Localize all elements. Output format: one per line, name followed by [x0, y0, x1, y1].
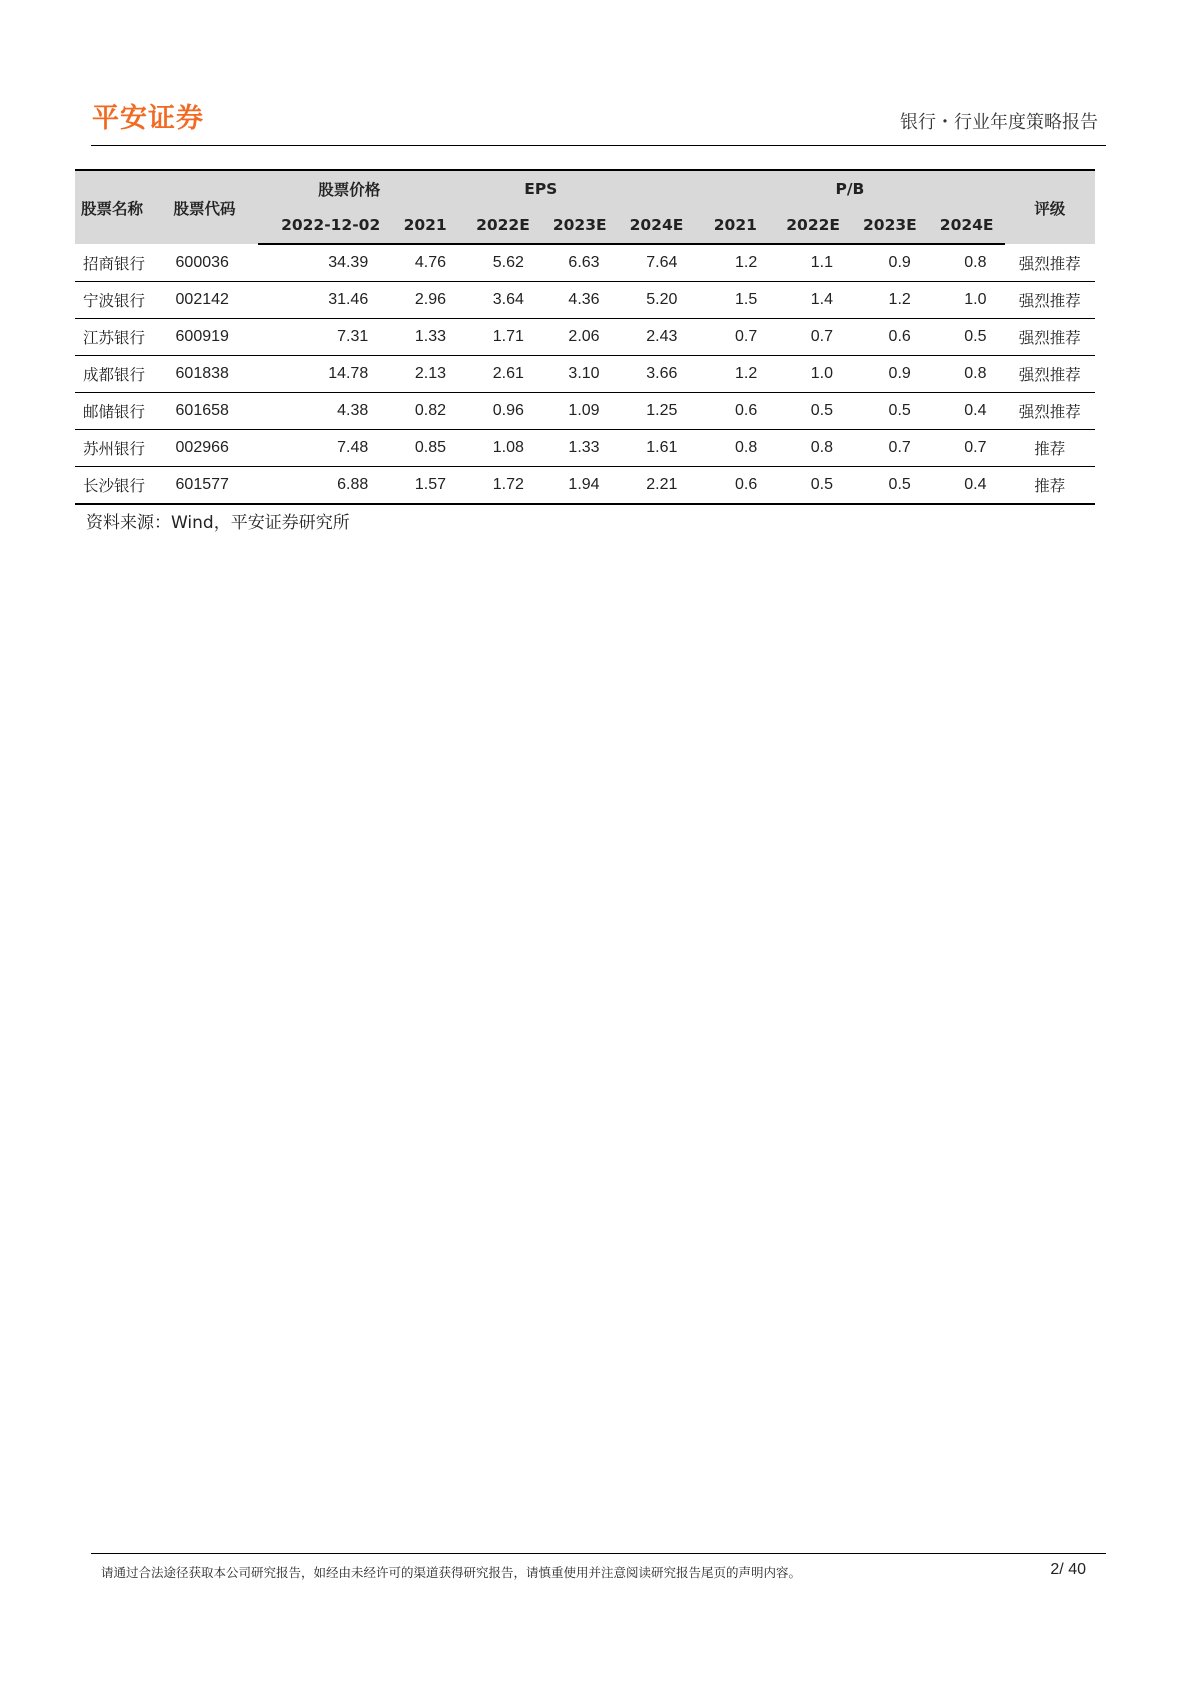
- cell-eps: 1.61: [618, 430, 696, 467]
- cell-eps: 1.33: [542, 430, 618, 467]
- cell-stock-name: 成都银行: [75, 356, 168, 393]
- header-pb: P/B: [695, 170, 1004, 207]
- cell-pb: 0.5: [851, 393, 929, 430]
- cell-eps: 1.71: [464, 319, 542, 356]
- cell-stock-price: 6.88: [258, 467, 386, 505]
- cell-stock-code: 601577: [168, 467, 258, 505]
- cell-pb: 0.8: [695, 430, 775, 467]
- cell-stock-price: 34.39: [258, 244, 386, 282]
- cell-rating: 强烈推荐: [1005, 282, 1096, 319]
- cell-stock-code: 601658: [168, 393, 258, 430]
- company-logo: 平安证券: [92, 103, 204, 134]
- cell-eps: 1.72: [464, 467, 542, 505]
- cell-stock-price: 14.78: [258, 356, 386, 393]
- cell-stock-name: 宁波银行: [75, 282, 168, 319]
- cell-pb: 1.4: [775, 282, 851, 319]
- cell-pb: 1.0: [775, 356, 851, 393]
- cell-pb: 0.7: [775, 319, 851, 356]
- cell-pb: 0.4: [929, 467, 1005, 505]
- cell-stock-code: 600036: [168, 244, 258, 282]
- cell-pb: 1.5: [695, 282, 775, 319]
- header-pb-year: 2023E: [851, 207, 929, 244]
- header-eps-year: 2024E: [618, 207, 696, 244]
- cell-eps: 0.85: [386, 430, 464, 467]
- cell-eps: 5.62: [464, 244, 542, 282]
- cell-eps: 0.82: [386, 393, 464, 430]
- cell-eps: 1.25: [618, 393, 696, 430]
- cell-pb: 0.6: [851, 319, 929, 356]
- table-row: [75, 467, 1095, 505]
- cell-eps: 0.96: [464, 393, 542, 430]
- cell-pb: 0.9: [851, 244, 929, 282]
- report-title: 银行・行业年度策略报告: [900, 112, 1098, 133]
- cell-eps: 3.10: [542, 356, 618, 393]
- cell-stock-name: 苏州银行: [75, 430, 168, 467]
- cell-stock-price: 7.31: [258, 319, 386, 356]
- cell-pb: 0.7: [851, 430, 929, 467]
- cell-stock-name: 长沙银行: [75, 467, 168, 505]
- cell-eps: 1.09: [542, 393, 618, 430]
- header-pb-year: 2021: [695, 207, 775, 244]
- cell-pb: 0.7: [929, 430, 1005, 467]
- cell-eps: 2.43: [618, 319, 696, 356]
- cell-eps: 1.08: [464, 430, 542, 467]
- cell-pb: 0.4: [929, 393, 1005, 430]
- cell-eps: 2.06: [542, 319, 618, 356]
- page-number: 2/ 40: [1050, 1561, 1086, 1578]
- cell-pb: 1.2: [851, 282, 929, 319]
- cell-stock-price: 31.46: [258, 282, 386, 319]
- cell-eps: 2.21: [618, 467, 696, 505]
- cell-pb: 1.0: [929, 282, 1005, 319]
- cell-stock-name: 江苏银行: [75, 319, 168, 356]
- cell-rating: 推荐: [1005, 430, 1096, 467]
- cell-pb: 0.5: [775, 393, 851, 430]
- cell-rating: 强烈推荐: [1005, 393, 1096, 430]
- table-row: [75, 244, 1095, 282]
- cell-eps: 2.61: [464, 356, 542, 393]
- cell-stock-name: 招商银行: [75, 244, 168, 282]
- cell-eps: 1.57: [386, 467, 464, 505]
- header-eps: EPS: [386, 170, 695, 207]
- cell-pb: 0.5: [851, 467, 929, 505]
- cell-pb: 1.2: [695, 244, 775, 282]
- cell-pb: 0.5: [775, 467, 851, 505]
- cell-eps: 6.63: [542, 244, 618, 282]
- cell-eps: 4.76: [386, 244, 464, 282]
- header-pb-year: 2022E: [775, 207, 851, 244]
- cell-eps: 2.96: [386, 282, 464, 319]
- stock-valuation-table: [75, 169, 1095, 505]
- header-stock-price: 股票价格: [258, 170, 386, 207]
- cell-eps: 3.64: [464, 282, 542, 319]
- header-price-date: 2022-12-02: [258, 207, 386, 244]
- cell-stock-price: 7.48: [258, 430, 386, 467]
- cell-eps: 5.20: [618, 282, 696, 319]
- footer-divider: [91, 1553, 1106, 1554]
- cell-eps: 7.64: [618, 244, 696, 282]
- cell-pb: 0.8: [775, 430, 851, 467]
- cell-stock-code: 601838: [168, 356, 258, 393]
- cell-pb: 1.1: [775, 244, 851, 282]
- footer-disclaimer: 请通过合法途径获取本公司研究报告，如经由未经许可的渠道获得研究报告，请慎重使用并注意阅读研究报告尾页的声明内容。: [101, 1565, 802, 1580]
- cell-rating: 强烈推荐: [1005, 356, 1096, 393]
- cell-pb: 0.7: [695, 319, 775, 356]
- data-source-note: 资料来源：Wind，平安证券研究所: [86, 513, 350, 533]
- header-stock-code: 股票代码: [168, 170, 258, 244]
- cell-stock-price: 4.38: [258, 393, 386, 430]
- cell-stock-code: 002966: [168, 430, 258, 467]
- cell-rating: 强烈推荐: [1005, 244, 1096, 282]
- cell-eps: 3.66: [618, 356, 696, 393]
- table-row: [75, 319, 1095, 356]
- cell-rating: 推荐: [1005, 467, 1096, 505]
- cell-eps: 4.36: [542, 282, 618, 319]
- cell-eps: 1.94: [542, 467, 618, 505]
- cell-pb: 0.8: [929, 244, 1005, 282]
- table-row: [75, 356, 1095, 393]
- header-eps-year: 2021: [386, 207, 464, 244]
- cell-pb: 0.6: [695, 393, 775, 430]
- cell-pb: 0.6: [695, 467, 775, 505]
- cell-rating: 强烈推荐: [1005, 319, 1096, 356]
- cell-pb: 1.2: [695, 356, 775, 393]
- cell-eps: 2.13: [386, 356, 464, 393]
- cell-stock-code: 002142: [168, 282, 258, 319]
- cell-pb: 0.9: [851, 356, 929, 393]
- header-eps-year: 2022E: [464, 207, 542, 244]
- cell-pb: 0.8: [929, 356, 1005, 393]
- cell-stock-name: 邮储银行: [75, 393, 168, 430]
- header-stock-name: 股票名称: [75, 170, 168, 244]
- header-pb-year: 2024E: [929, 207, 1005, 244]
- table-row: [75, 430, 1095, 467]
- cell-eps: 1.33: [386, 319, 464, 356]
- cell-pb: 0.5: [929, 319, 1005, 356]
- table-row: [75, 282, 1095, 319]
- table-header-row-1: [75, 170, 1095, 207]
- cell-stock-code: 600919: [168, 319, 258, 356]
- header-eps-year: 2023E: [542, 207, 618, 244]
- header-rating: 评级: [1005, 170, 1096, 244]
- header-divider: [91, 145, 1106, 146]
- table-row: [75, 393, 1095, 430]
